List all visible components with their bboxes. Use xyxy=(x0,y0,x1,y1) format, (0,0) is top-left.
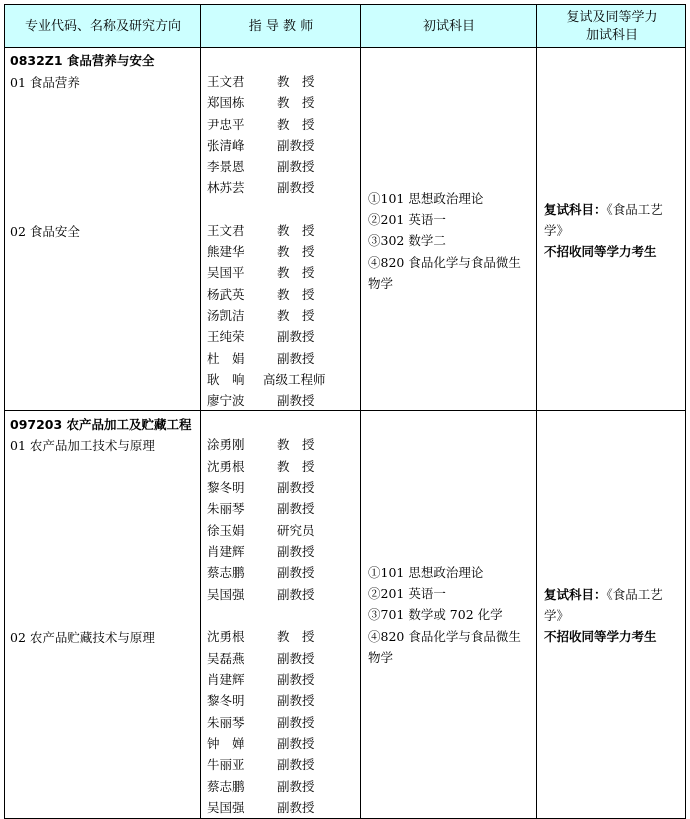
header-retest-line1: 复试及同等学力 xyxy=(566,10,658,25)
teacher-name: 汤凯洁 xyxy=(207,308,245,323)
teacher-title: 教 授 xyxy=(277,117,315,132)
teacher-name: 涂勇刚 xyxy=(207,437,245,452)
teacher-row xyxy=(207,135,357,156)
retest-info xyxy=(544,584,682,648)
teacher-title: 副教授 xyxy=(277,544,315,559)
teacher-title: 副教授 xyxy=(277,651,315,666)
teacher-title: 副教授 xyxy=(277,757,315,772)
grid-line xyxy=(685,4,686,819)
teacher-row xyxy=(207,733,357,754)
subject-line: ②201 英语一 xyxy=(368,586,446,602)
teacher-title: 教 授 xyxy=(277,308,315,323)
teacher-name: 蔡志鹏 xyxy=(207,565,245,580)
teacher-row xyxy=(207,648,357,669)
teacher-title: 副教授 xyxy=(277,159,315,174)
subject-line: 物学 xyxy=(368,275,394,291)
header-retest-line2: 加试科目 xyxy=(585,28,638,43)
header-retest xyxy=(537,5,687,49)
teacher-row xyxy=(207,390,357,411)
subject-line: ③302 数学二 xyxy=(368,233,446,249)
grid-line xyxy=(360,4,361,819)
teacher-name: 杨武英 xyxy=(207,287,245,302)
equivalent-note xyxy=(544,626,682,647)
teacher-row xyxy=(207,114,357,135)
subject-line: ①101 思想政治理论 xyxy=(368,191,484,206)
direction-label: 02 农产品贮藏技术与原理 xyxy=(10,630,155,645)
teacher-row xyxy=(207,498,357,519)
exam-subjects xyxy=(368,562,538,668)
teacher-row xyxy=(207,241,357,262)
teacher-title: 教 授 xyxy=(277,265,315,280)
teacher-row xyxy=(207,690,357,711)
major-title: 097203 农产品加工及贮藏工程 xyxy=(10,417,192,432)
teacher-row xyxy=(207,71,357,92)
teacher-title: 副教授 xyxy=(277,800,315,815)
teacher-name: 郑国栋 xyxy=(207,95,245,110)
equivalent-text: 不招收同等学力考生 xyxy=(544,629,657,645)
header-major: 专业代码、名称及研究方向 xyxy=(24,19,181,34)
retest-value-cont: 学》 xyxy=(544,223,570,239)
teacher-name: 熊建华 xyxy=(207,244,245,259)
teacher-name: 肖建辉 xyxy=(207,672,245,687)
equivalent-note xyxy=(544,241,682,262)
teacher-title: 研究员 xyxy=(277,523,315,538)
teacher-title: 副教授 xyxy=(277,693,315,708)
teacher-name: 吴磊燕 xyxy=(207,651,245,666)
subject-line: ②201 英语一 xyxy=(368,212,446,228)
direction-label: 01 食品营养 xyxy=(10,75,80,90)
teacher-row xyxy=(207,776,357,797)
teacher-name: 王纯荣 xyxy=(207,329,245,344)
teacher-row xyxy=(207,348,357,369)
equivalent-text: 不招收同等学力考生 xyxy=(544,244,657,260)
grid-line xyxy=(200,4,201,819)
teacher-name: 张清峰 xyxy=(207,138,245,153)
major-title: 0832Z1 食品营养与安全 xyxy=(10,53,155,68)
retest-value: 《食品工艺 xyxy=(606,587,663,602)
teacher-row xyxy=(207,284,357,305)
teacher-row xyxy=(207,262,357,283)
exam-subjects xyxy=(368,188,538,294)
retest-value: 《食品工艺 xyxy=(606,202,663,217)
subject-line: ④820 食品化学与食品微生 xyxy=(368,628,521,644)
teacher-row xyxy=(207,477,357,498)
teacher-name: 吴国强 xyxy=(207,587,245,602)
teacher-title: 副教授 xyxy=(277,329,315,344)
teacher-name: 蔡志鹏 xyxy=(207,779,245,794)
teacher-row xyxy=(207,626,357,647)
teacher-title: 副教授 xyxy=(277,565,315,580)
teacher-name: 林苏芸 xyxy=(207,180,245,195)
teacher-row xyxy=(207,369,357,390)
teacher-name: 吴国强 xyxy=(207,800,245,815)
teacher-row xyxy=(207,456,357,477)
teacher-title: 副教授 xyxy=(277,138,315,153)
direction-label: 02 食品安全 xyxy=(10,224,80,239)
teacher-name: 吴国平 xyxy=(207,265,245,280)
teacher-row xyxy=(207,712,357,733)
grid-line xyxy=(536,4,537,819)
teacher-title: 教 授 xyxy=(277,244,315,259)
teacher-row xyxy=(207,754,357,775)
teacher-title: 教 授 xyxy=(277,223,315,238)
teacher-row xyxy=(207,797,357,818)
grid-line xyxy=(4,4,5,819)
teacher-title: 高级工程师 xyxy=(263,372,326,387)
teacher-row xyxy=(207,305,357,326)
teacher-name: 沈勇根 xyxy=(207,459,245,474)
teacher-name: 徐玉娟 xyxy=(207,523,245,538)
teacher-name: 李景恩 xyxy=(207,159,245,174)
teacher-row xyxy=(207,541,357,562)
teacher-row xyxy=(207,156,357,177)
table-header xyxy=(4,4,686,48)
teacher-title: 教 授 xyxy=(277,459,315,474)
teacher-row xyxy=(207,584,357,605)
teacher-row xyxy=(207,669,357,690)
teacher-row xyxy=(207,92,357,113)
retest-line xyxy=(544,199,682,220)
teacher-row xyxy=(207,326,357,347)
teacher-name: 尹忠平 xyxy=(207,117,245,132)
teacher-title: 副教授 xyxy=(277,180,315,195)
subject-line: 物学 xyxy=(368,649,394,665)
teacher-title: 教 授 xyxy=(277,95,315,110)
teacher-name: 王文君 xyxy=(207,74,245,89)
teacher-name: 耿 响 xyxy=(207,372,245,387)
teacher-title: 副教授 xyxy=(277,672,315,687)
subject-line: ①101 思想政治理论 xyxy=(368,565,484,580)
teacher-title: 教 授 xyxy=(277,74,315,89)
subject-line: ④820 食品化学与食品微生 xyxy=(368,254,521,270)
teacher-name: 朱丽琴 xyxy=(207,715,245,730)
teacher-name: 杜 娟 xyxy=(207,351,245,366)
teacher-title: 副教授 xyxy=(277,393,315,408)
teacher-title: 副教授 xyxy=(277,480,315,495)
teacher-name: 黎冬明 xyxy=(207,693,245,708)
teacher-title: 教 授 xyxy=(277,437,315,452)
teacher-name: 朱丽琴 xyxy=(207,501,245,516)
teacher-name: 廖宁波 xyxy=(207,393,245,408)
teacher-title: 教 授 xyxy=(277,629,315,644)
teacher-name: 牛丽亚 xyxy=(207,757,245,772)
retest-info xyxy=(544,199,682,263)
teacher-row xyxy=(207,220,357,241)
teacher-row xyxy=(207,177,357,198)
retest-label: 复试科目： xyxy=(544,202,607,217)
teacher-title: 副教授 xyxy=(277,351,315,366)
teacher-name: 肖建辉 xyxy=(207,544,245,559)
header-teacher: 指 导 教 师 xyxy=(248,19,314,34)
teacher-name: 王文君 xyxy=(207,223,245,238)
direction-label: 01 农产品加工技术与原理 xyxy=(10,438,155,453)
teacher-name: 钟 婵 xyxy=(207,736,245,751)
teacher-title: 教 授 xyxy=(277,287,315,302)
retest-value-cont: 学》 xyxy=(544,608,570,624)
teacher-title: 副教授 xyxy=(277,736,315,751)
retest-line xyxy=(544,584,682,605)
teacher-row xyxy=(207,562,357,583)
retest-label: 复试科目： xyxy=(544,587,607,602)
teacher-title: 副教授 xyxy=(277,779,315,794)
teacher-title: 副教授 xyxy=(277,715,315,730)
teacher-title: 副教授 xyxy=(277,501,315,516)
teacher-title: 副教授 xyxy=(277,587,315,602)
teacher-name: 沈勇根 xyxy=(207,629,245,644)
teacher-name: 黎冬明 xyxy=(207,480,245,495)
header-subjects: 初试科目 xyxy=(422,19,475,34)
teacher-row xyxy=(207,434,357,455)
subject-line: ③701 数学或 702 化学 xyxy=(368,607,503,623)
teacher-row xyxy=(207,520,357,541)
